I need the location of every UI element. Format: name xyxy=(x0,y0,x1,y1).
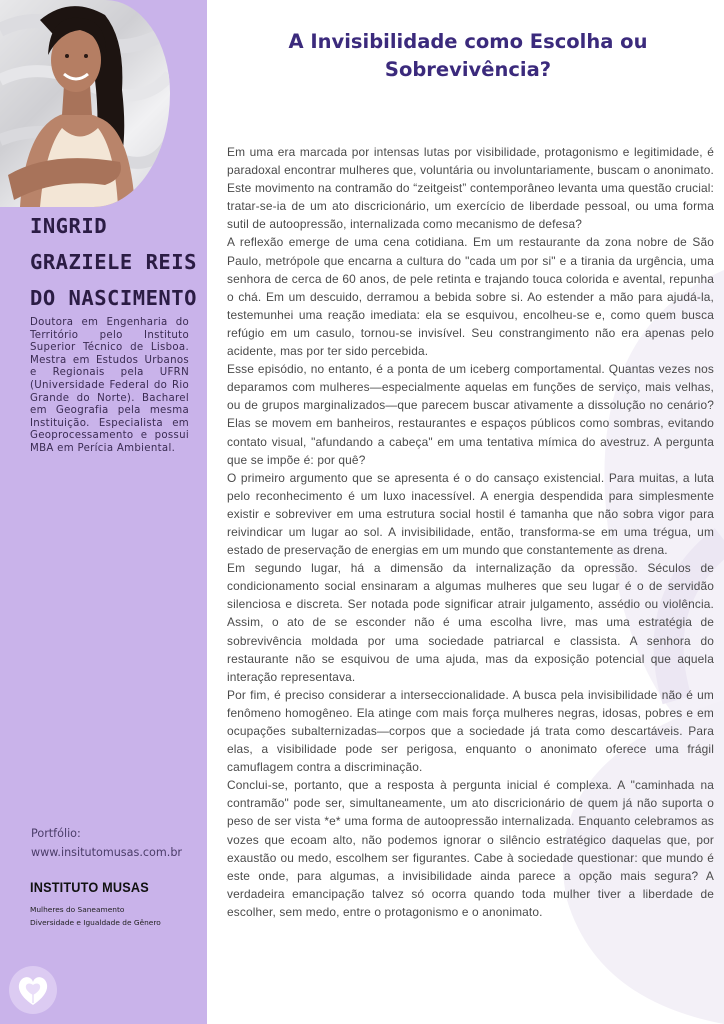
paragraph: Conclui-se, portanto, que a resposta à pergunta inicial é complexa. A "caminhada na contramão" pode ser, simultaneamente, um ato discricionário de quem já não suporta o peso de ser vista *e* uma forma de autoopressão internalizada. Enquanto celebramos as vozes que ecoam alto, não podemos ignorar o silêncio estratégico daquelas que, por exaustão ou medo, escolhem ser figurantes. Cabe à sociedade questionar: que mundo é este onde, para algumas, a invisibilidade ainda parece a opção mais segura? A verdadeira emancipação talvez só ocorra quando toda mulher tiver a liberdade de escolher, sem medo, entre o protagonismo e o anonimato. xyxy=(227,778,714,919)
author-photo xyxy=(0,0,170,207)
portfolio xyxy=(31,824,206,862)
paragraph: O primeiro argumento que se apresenta é o do cansaço existencial. Para muitas, a luta pelo reconhecimento é um luxo inacessível. A energia despendida para simplesmente existir e sobreviver em uma estrutura social hostil é tamanha que não sobra vigor para reivindicar um lugar ao sol. A invisibilidade, então, transforma-se em uma trégua, um estado de preservação de energias em um mundo que constantemente as drena. xyxy=(227,470,714,558)
main-content xyxy=(207,0,724,1024)
institute-subtitle-line-2: Diversidade e Igualdade de Gênero xyxy=(30,918,161,927)
heart-flower-logo-icon xyxy=(8,965,58,1015)
author-bio: Doutora em Engenharia do Território pelo Instituto Superior Técnico de Lisboa. Mestra em Estudos Urbanos e Regionais pela UFRN (Universidade Federal do Rio Grande do Norte). Bacharel em Geografia pela mesma Instituição. Especialista em Geoprocessamento e possui MBA em Perícia Ambiental. xyxy=(30,317,189,454)
author-portrait-icon xyxy=(0,0,170,207)
author-name-line-2: GRAZIELE REIS xyxy=(30,250,197,274)
portfolio-link[interactable]: www.insitutomusas.com.br xyxy=(31,846,183,859)
article-body xyxy=(227,143,714,921)
paragraph: Em uma era marcada por intensas lutas por visibilidade, protagonismo e legitimidade, é paradoxal encontrar mulheres que, voluntária ou involuntariamente, buscam o anonimato. Este movimento na contramão do “zeitgeist” contemporâneo levanta uma questão crucial: tratar-se-ia de um ato discricionário, um exercício de liberdade pessoal, ou uma forma sutil de autoopressão, internalizada como mecanismo de defesa? xyxy=(227,145,714,232)
paragraph: Esse episódio, no entanto, é a ponta de um iceberg comportamental. Quantas vezes nos deparamos com mulheres—especialmente aquelas em funções de serviço, mais velhas, ou de grupos marginalizados—que parecem buscar ativamente a dissolução no cenário? Elas se movem em banheiros, restaurantes e espaços públicos como sombras, evitando contato visual, "afundando a cabeça" em uma tentativa mímica do avestruz. A pergunta que se impõe é: por quê? xyxy=(227,362,714,467)
institute-subtitle-line-1: Mulheres do Saneamento xyxy=(30,905,125,914)
article-title xyxy=(229,28,707,84)
paragraph: Por fim, é preciso considerar a interseccionalidade. A busca pela invisibilidade não é um fenômeno homogêneo. Ela atinge com mais força mulheres negras, idosas, pobres e em ocupações subalternizadas—corpos que a sociedade já trata como descartáveis. Para elas, a visibilidade pode ser perigosa, enquanto o anonimato oferece uma frágil camuflagem contra a discriminação. xyxy=(227,687,714,775)
institute-subtitle xyxy=(30,903,206,929)
paragraph: Em segundo lugar, há a dimensão da internalização da opressão. Séculos de condicionamento social ensinaram a algumas mulheres que seu lugar é o de servidão silenciosa e discreta. Ser notada pode significar atrair julgamento, assédio ou violência. Assim, o ato de se esconder não é uma escolha livre, mas uma estratégia de sobrevivência moldada por uma sociedade patriarcal e classista. A senhora do restaurante não se esquivou de uma ajuda, mas da exposição potencial que aquela interação representava. xyxy=(227,561,714,684)
author-name-line-1: INGRID xyxy=(30,214,108,238)
author-name-line-3: DO NASCIMENTO xyxy=(30,286,197,310)
article-title-line-2: Sobrevivência? xyxy=(384,58,552,81)
article-title-line-1: A Invisibilidade como Escolha ou xyxy=(288,30,648,53)
institute-name: INSTITUTO MUSAS xyxy=(30,880,149,895)
portfolio-label: Portfólio: xyxy=(31,827,81,840)
author-name xyxy=(30,208,200,316)
paragraph: A reflexão emerge de uma cena cotidiana. Em um restaurante da zona nobre de São Paulo, metrópole que encarna a cultura do "cada um por si" e a tirania da urgência, uma senhora de cerca de 60 anos, de pele retinta e trajando touca colorida e avental, repunha o chá. Em um descuido, derramou a bebida sobre si. Ao estender a mão para ajudá-la, testemunhei uma reação imediata: ela se esquivou, encolheu-se e, como quem busca refúgio em um casulo, tornou-se invisível. Seu constrangimento não era apenas pelo acidente, mas por ter sido percebida. xyxy=(227,235,714,359)
sidebar xyxy=(0,0,207,1024)
